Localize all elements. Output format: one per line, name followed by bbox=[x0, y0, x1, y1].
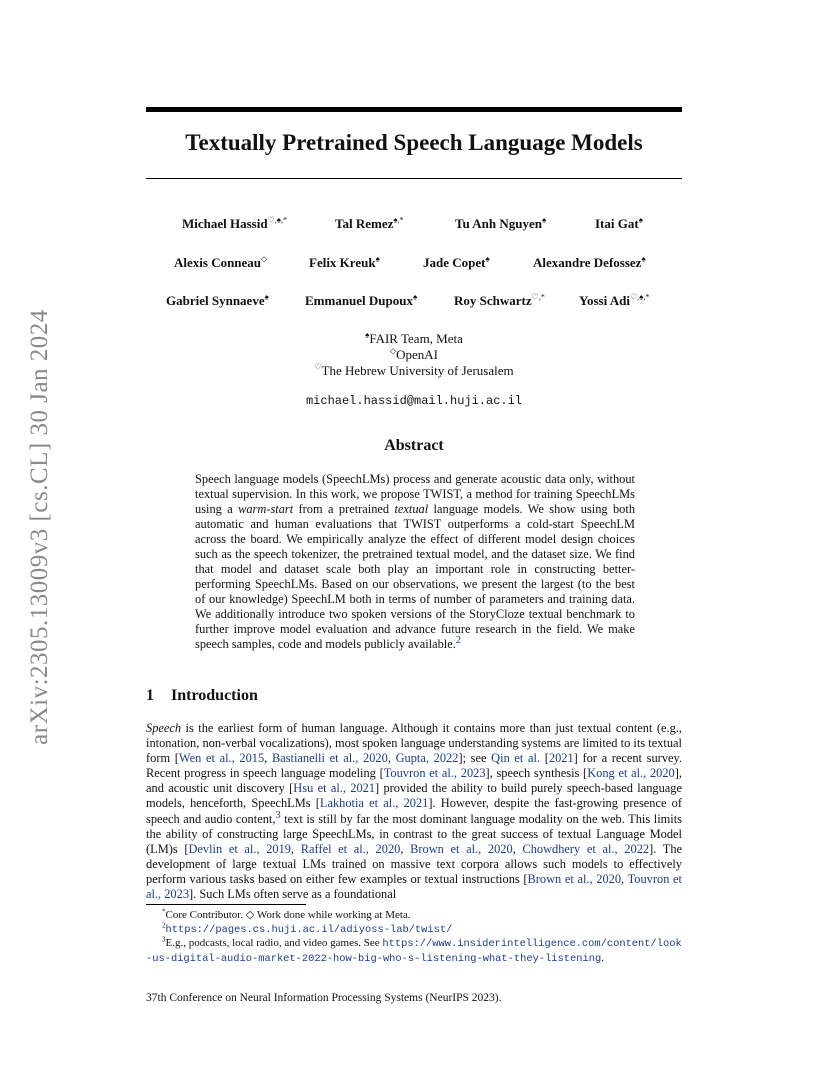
author: Tu Anh Nguyen♠ bbox=[455, 215, 547, 231]
author: Yossi Adi♡,♠,* bbox=[579, 292, 650, 308]
intro-paragraph: Speech is the earliest form of human language. Although it contains more than just textual content (e.g., intonation, non-verbal vocalizations), most spoken language understanding systems are limited to its textual form [Wen et al., 2015, Bastianelli et al., 2020, Gupta, 2022]; see Qin et al. [2021] for a recent survey. Recent progress in speech language modeling [Touvron et al., 2023], speech synthesis [Kong et al., 2020], and acoustic unit discovery [Hsu et al., 2021] provided the ability to build purely speech-based language models, henceforth, SpeechLMs [Lakhotia et al., 2021]. However, despite the fast-growing presence of speech and audio content,$^3$ text is still by far the most dominant language modality on the web. This limits the ability of constructing large SpeechLMs, in contrast to the great success of textual Language Model (LM)s [Devlin et al., 2019, Raffel et al., 2020, Brown et al., 2020, Chowdhery et al., 2022]. The development of large textual LMs trained on massive text corpora allows such models to effectively perform various tasks based on either few examples or textual instructions [Brown et al., 2020, Touvron et al., 2023]. Such LMs often serve as a foundational bbox=[146, 721, 683, 902]
citation-link[interactable]: Bastianelli et al., 2020 bbox=[271, 751, 388, 766]
author: Tal Remez♠,* bbox=[335, 215, 404, 231]
citation-link[interactable]: Lakhotia et al., 2021 bbox=[319, 796, 429, 811]
author: Roy Schwartz♡,* bbox=[454, 292, 545, 308]
title-rule bbox=[146, 178, 682, 179]
citation-link[interactable]: Hsu et al., 2021 bbox=[293, 781, 376, 796]
top-rule bbox=[146, 107, 682, 112]
citation-link[interactable]: Raffel et al., 2020 bbox=[300, 841, 401, 856]
citation-link[interactable]: 2021 bbox=[548, 751, 574, 766]
affiliation: ♡The Hebrew University of Jerusalem bbox=[314, 362, 514, 378]
venue-footer: 37th Conference on Neural Information Processing Systems (NeurIPS 2023). bbox=[146, 992, 502, 1004]
affiliation: ◇OpenAI bbox=[389, 346, 439, 362]
abstract-heading: Abstract bbox=[384, 437, 444, 454]
author: Alexandre Defossez♠ bbox=[533, 254, 646, 270]
citation-link[interactable]: Touvron et al., 2023 bbox=[146, 871, 682, 902]
paper-title: Textually Pretrained Speech Language Models bbox=[185, 130, 643, 155]
citation-link[interactable]: Brown et al., 2020 bbox=[527, 871, 622, 886]
footnote-link[interactable]: https://pages.cs.huji.ac.il/adiyoss-lab/twist/ bbox=[165, 924, 453, 936]
footnote: $^2$https://pages.cs.huji.ac.il/adiyoss-lab/twist/ bbox=[162, 921, 453, 936]
footnote: *Core Contributor. ◇ Work done while working at Meta. bbox=[162, 907, 411, 921]
abstract-body: Speech language models (SpeechLMs) process and generate acoustic data only, without textual supervision. In this work, we propose TWIST, a method for training SpeechLMs using a warm-start from a pretrained textual language models. We show using both automatic and human evaluations that TWIST outperforms a cold-start SpeechLM across the board. We empirically analyze the effect of different model design choices such as the speech tokenizer, the pretrained textual model, and the dataset size. We find that model and dataset scale both play an important role in constructing better-performing SpeechLMs. Based on our observations, we present the largest (to the best of our knowledge) SpeechLM both in terms of number of parameters and training data. We additionally introduce two spoken versions of the StoryCloze textual benchmark to further improve model evaluation and advance future research in the field. We make speech samples, code and models publicly available.$^2$ bbox=[195, 472, 636, 651]
author: Emmanuel Dupoux♠ bbox=[305, 292, 418, 308]
citation-link[interactable]: Gupta, 2022 bbox=[395, 751, 459, 766]
section-heading: 1 Introduction bbox=[146, 687, 258, 704]
citation-link[interactable]: Wen et al., 2015 bbox=[178, 751, 265, 766]
arxiv-stamp: arXiv:2305.13009v3 [cs.CL] 30 Jan 2024 bbox=[26, 309, 53, 745]
citation-link[interactable]: Devlin et al., 2019 bbox=[188, 841, 292, 856]
footnote-ref[interactable]: 3 bbox=[275, 809, 281, 821]
citation-link[interactable]: Kong et al., 2020 bbox=[587, 766, 675, 781]
footnote-ref[interactable]: 2 bbox=[455, 634, 461, 646]
contact-email[interactable]: michael.hassid@mail.huji.ac.il bbox=[305, 394, 523, 408]
citation-link[interactable]: Brown et al., 2020 bbox=[410, 841, 513, 856]
affiliation: ♠FAIR Team, Meta bbox=[365, 330, 463, 346]
author: Felix Kreuk♠ bbox=[309, 254, 380, 270]
citation-link[interactable]: Chowdhery et al., 2022 bbox=[522, 841, 650, 856]
citation-link[interactable]: Qin et al. bbox=[491, 751, 541, 766]
author: Itai Gat♠ bbox=[595, 215, 643, 231]
author: Gabriel Synnaeve♠ bbox=[166, 292, 269, 308]
author: Jade Copet♠ bbox=[423, 254, 490, 270]
footnote: $^3$E.g., podcasts, local radio, and video games. See https://www.insiderintelligence.com/content/look-us-digital-audio-market-2022-how-big-who-s-listening-what-they-listening. bbox=[146, 935, 682, 965]
author: Michael Hassid♡,♠,* bbox=[182, 215, 288, 231]
citation-link[interactable]: Touvron et al., 2023 bbox=[383, 766, 486, 781]
author: Alexis Conneau◇ bbox=[174, 254, 268, 270]
footnote-rule bbox=[146, 904, 306, 905]
footnote-link[interactable]: https://www.insiderintelligence.com/content/look-us-digital-audio-market-2022-how-big-who-s-listening-what-they-listening bbox=[146, 938, 682, 965]
